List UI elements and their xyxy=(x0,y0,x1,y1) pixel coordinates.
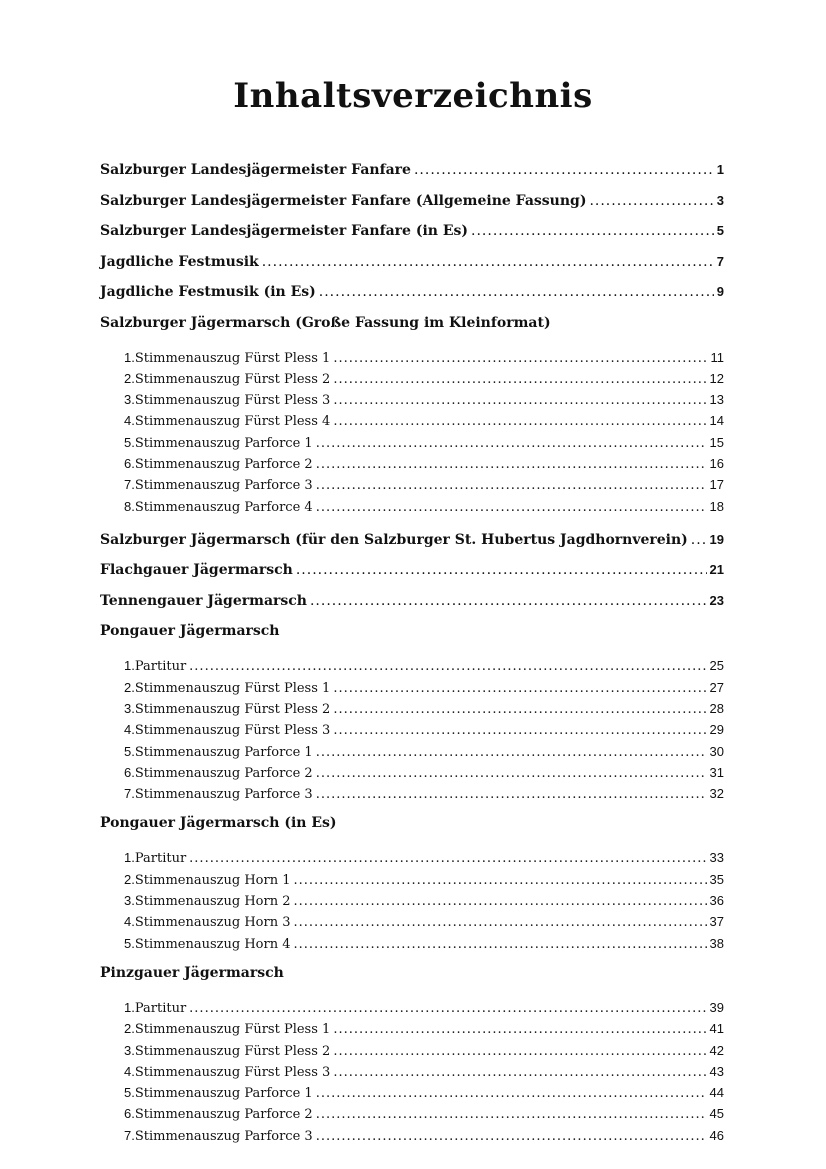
subentry-number: 2. xyxy=(124,679,135,695)
subentry-label: Stimmenauszug Horn 2 xyxy=(134,894,291,910)
toc-subentry[interactable] xyxy=(100,1019,724,1040)
toc-subentry[interactable] xyxy=(100,912,724,933)
subentry-number: 3. xyxy=(124,893,135,909)
subentry-number: 4. xyxy=(124,914,135,930)
toc-entry-page: 5 xyxy=(716,223,724,238)
section-list xyxy=(100,656,724,805)
subentry-label: Stimmenauszug Fürst Pless 3 xyxy=(134,393,331,409)
subentry-number: 4. xyxy=(124,1063,135,1079)
leader-dots xyxy=(316,743,707,763)
subentry-label: Stimmenauszug Parforce 1 xyxy=(134,1086,313,1102)
toc-subentry[interactable] xyxy=(100,763,724,784)
subentry-number: 5. xyxy=(124,434,135,450)
leader-dots xyxy=(319,282,714,302)
subentry-label: Stimmenauszug Fürst Pless 2 xyxy=(134,371,331,387)
leader-dots xyxy=(316,434,707,454)
subentry-page: 15 xyxy=(709,434,724,450)
subentry-page: 25 xyxy=(709,658,724,674)
toc-subentry[interactable] xyxy=(100,784,724,805)
subentry-label: Stimmenauszug Parforce 1 xyxy=(134,435,313,451)
toc-entry[interactable] xyxy=(100,221,724,241)
toc-subentry[interactable] xyxy=(100,1062,724,1083)
leader-dots xyxy=(333,721,706,741)
toc-entry[interactable] xyxy=(100,591,724,611)
toc-entry-label: Jagdliche Festmusik (in Es) xyxy=(100,284,316,300)
subentry-number: 3. xyxy=(124,392,135,408)
subentry-page: 29 xyxy=(709,722,724,738)
leader-dots xyxy=(333,1042,706,1062)
subentry-page: 13 xyxy=(709,392,724,408)
subentry-label: Stimmenauszug Fürst Pless 3 xyxy=(134,1064,331,1080)
subentry-number: 5. xyxy=(124,935,135,951)
toc-entry[interactable] xyxy=(100,191,724,211)
toc-entry-page: 23 xyxy=(709,592,724,608)
toc-subentry[interactable] xyxy=(100,848,724,869)
subentry-label: Partitur xyxy=(134,659,187,675)
leader-dots xyxy=(296,560,707,580)
toc-entry-label: Jagdliche Festmusik xyxy=(100,253,259,270)
subentry-label: Partitur xyxy=(134,851,187,867)
subentry-number: 2. xyxy=(124,871,135,887)
subentry-page: 33 xyxy=(709,850,724,866)
subentry-number: 4. xyxy=(124,722,135,738)
leader-dots xyxy=(333,391,706,411)
subentry-label: Stimmenauszug Fürst Pless 3 xyxy=(134,723,331,739)
subentry-number: 7. xyxy=(124,477,135,493)
subentry-label: Stimmenauszug Fürst Pless 2 xyxy=(134,1043,331,1059)
toc-subentry[interactable] xyxy=(100,742,724,763)
subentry-page: 37 xyxy=(709,914,724,930)
leader-dots xyxy=(293,871,706,891)
toc-entry-label: Flachgauer Jägermarsch xyxy=(100,562,293,579)
subentry-number: 2. xyxy=(124,370,135,386)
leader-dots xyxy=(293,892,706,912)
toc-subentry[interactable] xyxy=(100,1126,724,1147)
section-heading: Pongauer Jägermarsch xyxy=(100,623,280,640)
subentry-number: 1. xyxy=(124,658,135,674)
toc-subentry[interactable] xyxy=(100,998,724,1019)
toc-entry-page: 21 xyxy=(709,562,724,578)
leader-dots xyxy=(333,412,706,432)
subentry-page: 11 xyxy=(710,349,724,365)
subentry-number: 7. xyxy=(124,786,135,802)
subentry-page: 41 xyxy=(709,1021,724,1037)
toc-subentry[interactable] xyxy=(100,390,724,411)
subentry-number: 1. xyxy=(124,999,135,1015)
section-list xyxy=(100,998,724,1147)
subentry-page: 18 xyxy=(709,498,724,514)
leader-dots xyxy=(691,530,707,550)
toc-entry[interactable] xyxy=(100,560,724,580)
leader-dots xyxy=(414,160,714,180)
subentry-label: Stimmenauszug Parforce 1 xyxy=(134,744,313,760)
toc-subentry[interactable] xyxy=(100,348,724,369)
toc-entry[interactable] xyxy=(100,160,724,180)
leader-dots xyxy=(471,221,714,241)
subentry-page: 39 xyxy=(709,999,724,1015)
leader-dots xyxy=(293,913,706,933)
leader-dots xyxy=(333,679,706,699)
toc-subentry[interactable] xyxy=(100,1083,724,1104)
subentry-page: 43 xyxy=(709,1063,724,1079)
toc-entry[interactable] xyxy=(100,530,724,550)
toc-entry-label: Salzburger Landesjägermeister Fanfare xyxy=(100,162,411,178)
toc-subentry[interactable] xyxy=(100,1041,724,1062)
subentry-page: 14 xyxy=(709,413,724,429)
toc-subentry[interactable] xyxy=(100,656,724,677)
subentry-label: Stimmenauszug Parforce 4 xyxy=(134,499,313,515)
leader-dots xyxy=(333,1020,706,1040)
subentry-number: 6. xyxy=(124,764,135,780)
subentry-number: 3. xyxy=(124,700,135,716)
toc-subentry[interactable] xyxy=(100,720,724,741)
toc-entry-page: 19 xyxy=(709,531,724,547)
toc-subentry[interactable] xyxy=(100,699,724,720)
leader-dots xyxy=(316,1105,707,1125)
subentry-label: Stimmenauszug Parforce 3 xyxy=(134,787,313,803)
leader-dots xyxy=(316,455,707,475)
leader-dots xyxy=(189,657,706,677)
subentry-number: 5. xyxy=(124,1085,135,1101)
leader-dots xyxy=(316,764,707,784)
subentry-number: 5. xyxy=(124,743,135,759)
subentry-page: 27 xyxy=(709,679,724,695)
subentry-label: Stimmenauszug Fürst Pless 2 xyxy=(134,701,331,717)
leader-dots xyxy=(310,591,707,611)
toc-entry[interactable] xyxy=(100,252,724,272)
subentry-page: 30 xyxy=(709,743,724,759)
subentry-page: 44 xyxy=(709,1085,724,1101)
leader-dots xyxy=(316,498,707,518)
subentry-number: 4. xyxy=(124,413,135,429)
subentry-page: 36 xyxy=(709,893,724,909)
leader-dots xyxy=(333,349,707,369)
subentry-label: Stimmenauszug Fürst Pless 1 xyxy=(134,350,331,366)
section-list xyxy=(100,348,724,518)
toc-subentry[interactable] xyxy=(100,475,724,496)
section-list xyxy=(100,848,724,954)
toc-entry-page: 3 xyxy=(716,192,724,208)
leader-dots xyxy=(316,476,707,496)
page-title: Inhaltsverzeichnis xyxy=(233,76,593,116)
leader-dots xyxy=(189,999,706,1019)
section-heading: Pongauer Jägermarsch (in Es) xyxy=(100,815,337,832)
toc-entry-label: Salzburger Landesjägermeister Fanfare (Allgemeine Fassung) xyxy=(100,192,587,209)
subentry-label: Stimmenauszug Parforce 3 xyxy=(134,478,313,494)
toc-subentry[interactable] xyxy=(100,369,724,390)
subentry-page: 45 xyxy=(709,1106,724,1122)
toc-entry-page: 7 xyxy=(716,253,724,269)
subentry-number: 8. xyxy=(124,498,135,514)
leader-dots xyxy=(316,785,707,805)
toc-entry-page: 1 xyxy=(716,162,724,177)
subentry-page: 38 xyxy=(709,935,724,951)
toc-subentry[interactable] xyxy=(100,891,724,912)
subentry-page: 12 xyxy=(709,370,724,386)
subentry-page: 35 xyxy=(709,871,724,887)
toc-entry-label: Salzburger Landesjägermeister Fanfare (in Es) xyxy=(100,223,469,239)
toc-subentry[interactable] xyxy=(100,870,724,891)
subentry-label: Stimmenauszug Horn 1 xyxy=(134,872,291,888)
subentry-label: Stimmenauszug Fürst Pless 1 xyxy=(134,680,331,696)
subentry-page: 16 xyxy=(709,455,724,471)
subentry-label: Partitur xyxy=(134,1000,187,1016)
subentry-number: 1. xyxy=(124,850,135,866)
section-heading: Salzburger Jägermarsch (Große Fassung im Kleinformat) xyxy=(100,314,551,331)
subentry-number: 3. xyxy=(124,1042,135,1058)
toc-subentry[interactable] xyxy=(100,678,724,699)
subentry-number: 6. xyxy=(124,1106,135,1122)
toc-entry[interactable] xyxy=(100,282,724,302)
toc-subentry[interactable] xyxy=(100,411,724,432)
leader-dots xyxy=(333,370,706,390)
subentry-label: Stimmenauszug Horn 3 xyxy=(134,915,291,931)
section-heading: Pinzgauer Jägermarsch xyxy=(100,964,284,981)
toc-subentry[interactable] xyxy=(100,934,724,955)
subentry-label: Stimmenauszug Fürst Pless 4 xyxy=(134,414,331,430)
toc-subentry[interactable] xyxy=(100,433,724,454)
subentry-page: 42 xyxy=(709,1042,724,1058)
leader-dots xyxy=(316,1127,707,1147)
subentry-number: 1. xyxy=(124,349,135,365)
subentry-page: 28 xyxy=(709,700,724,716)
leader-dots xyxy=(589,191,713,211)
toc-entry-label: Salzburger Jägermarsch (für den Salzburger St. Hubertus Jagdhornverein) xyxy=(100,531,688,548)
table-of-contents xyxy=(100,160,724,1151)
subentry-page: 31 xyxy=(709,764,724,780)
subentry-label: Stimmenauszug Parforce 3 xyxy=(134,1128,313,1144)
toc-subentry[interactable] xyxy=(100,1104,724,1125)
toc-subentry[interactable] xyxy=(100,454,724,475)
toc-entry-label: Tennengauer Jägermarsch xyxy=(100,592,307,609)
subentry-label: Stimmenauszug Fürst Pless 1 xyxy=(134,1022,331,1038)
subentry-page: 32 xyxy=(709,786,724,802)
subentry-page: 46 xyxy=(709,1127,724,1143)
subentry-label: Stimmenauszug Parforce 2 xyxy=(134,1107,313,1123)
toc-subentry[interactable] xyxy=(100,497,724,518)
leader-dots xyxy=(316,1084,707,1104)
subentry-label: Stimmenauszug Parforce 2 xyxy=(134,765,313,781)
subentry-label: Stimmenauszug Horn 4 xyxy=(134,936,291,952)
leader-dots xyxy=(293,935,706,955)
leader-dots xyxy=(262,252,714,272)
subentry-number: 6. xyxy=(124,455,135,471)
leader-dots xyxy=(333,700,706,720)
toc-entry-page: 9 xyxy=(716,284,724,299)
leader-dots xyxy=(189,849,706,869)
subentry-number: 7. xyxy=(124,1127,135,1143)
subentry-page: 17 xyxy=(709,477,724,493)
subentry-number: 2. xyxy=(124,1021,135,1037)
subentry-label: Stimmenauszug Parforce 2 xyxy=(134,456,313,472)
leader-dots xyxy=(333,1063,706,1083)
